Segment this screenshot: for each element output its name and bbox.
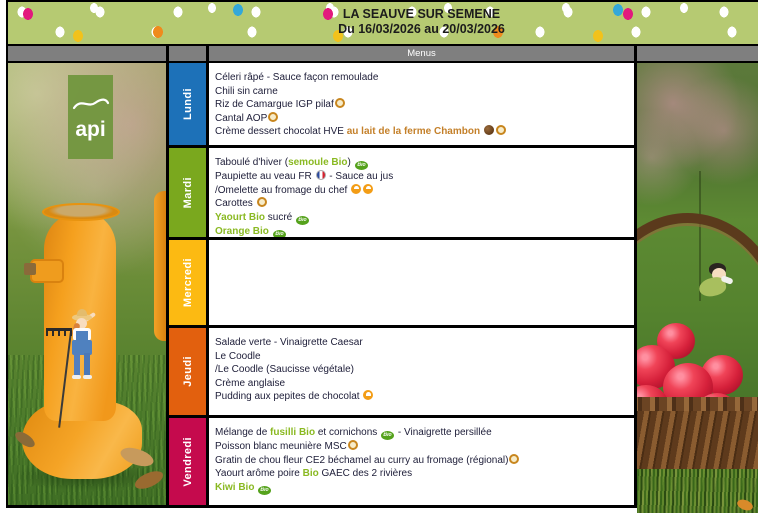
label-ring-icon [496, 125, 506, 135]
day-label-text: Mercredi [181, 257, 194, 308]
second-boot [154, 191, 166, 341]
menu-text: Cantal AOP [215, 112, 268, 124]
chef-icon [351, 184, 361, 194]
menu-text: Poisson blanc meunière MSC [215, 441, 347, 452]
menu-item [215, 197, 630, 211]
menus-bar-left-segment [8, 46, 166, 61]
menu-item [215, 125, 630, 139]
menus-header-bar [8, 46, 758, 61]
menu-text: Yaourt Bio [215, 211, 266, 223]
menu-item [215, 350, 630, 364]
chef-icon [363, 184, 373, 194]
divider [6, 505, 637, 508]
menu-text: Le Coodle [215, 350, 261, 362]
farm-icon [484, 125, 494, 135]
day-label [169, 240, 206, 325]
day-label-text: Mardi [181, 176, 194, 209]
day-menu-items [209, 328, 634, 415]
menus-bar-right-segment [637, 46, 758, 61]
menu-text: Taboulé d'hiver ( [215, 157, 289, 168]
menu-text: Bio [302, 468, 319, 480]
bio-icon: Bio [273, 230, 286, 237]
menu-text: Crème anglaise [215, 377, 286, 389]
menu-text: sucré [265, 211, 296, 223]
day-row-mardi [169, 148, 634, 240]
header-text-block [209, 7, 634, 37]
bio-icon: Bio [355, 161, 368, 170]
menu-item [215, 184, 630, 198]
menu-item [215, 390, 630, 404]
menu-text: Chili sin carne [215, 85, 278, 97]
menu-item [215, 481, 630, 495]
menu-text: Salade verte - Vinaigrette Caesar [215, 337, 363, 348]
day-label-text: Lundi [181, 88, 194, 120]
label-ring-icon [257, 197, 267, 207]
menu-item [215, 211, 630, 225]
menu-item [215, 225, 630, 237]
page-title: LA SEAUVE SUR SEMENE [342, 7, 501, 21]
child-drawing [60, 308, 130, 468]
label-ring-icon [335, 98, 345, 108]
day-label-text: Jeudi [181, 356, 194, 387]
day-row-jeudi [169, 328, 634, 418]
menu-item [215, 98, 630, 112]
menu-text: au lait de la ferme Chambon [346, 126, 483, 138]
bio-icon: Bio [381, 431, 394, 440]
day-menu-items [209, 63, 634, 145]
bio-icon: Bio [296, 216, 309, 225]
menu-item [215, 440, 630, 454]
menu-text: Orange Bio [215, 225, 272, 237]
menu-text: fusilli Bio [270, 427, 316, 438]
right-photo-apple-basket [637, 63, 758, 513]
menu-item [215, 85, 630, 99]
label-ring-icon [268, 112, 278, 122]
day-row-vendredi [169, 418, 634, 505]
menu-text: Paupiette au veau FR [215, 171, 315, 182]
menu-item [215, 170, 630, 184]
day-row-lundi [169, 63, 634, 148]
day-label [169, 63, 206, 145]
menu-text: Crème dessert chocolat HVE [215, 126, 347, 138]
day-label [169, 148, 206, 237]
menu-text: Kiwi Bio [215, 481, 258, 493]
day-label-text: Vendredi [181, 436, 194, 487]
menus-header-label: Menus [209, 46, 634, 61]
menu-item [215, 156, 630, 170]
menu-item [215, 112, 630, 126]
fr-flag-icon [316, 170, 326, 180]
menu-text: Yaourt arôme poire [215, 468, 303, 480]
label-ring-icon [348, 440, 358, 450]
menu-text: /Omelette au fromage du chef [215, 184, 351, 196]
menu-text: Carottes [215, 198, 256, 210]
menu-item [215, 71, 630, 85]
menu-text: Gratin de chou fleur CE2 béchamel au curry au fromage (régional) [215, 454, 509, 466]
menu-text: - Sauce au jus [326, 171, 394, 182]
label-ring-icon [509, 454, 519, 464]
chef-icon [363, 390, 373, 400]
menu-text: /Le Coodle (Saucisse végétale) [215, 364, 354, 376]
menu-text: - Vinaigrette persillée [395, 427, 492, 438]
page-border [6, 0, 758, 2]
day-label [169, 328, 206, 415]
page-border [6, 0, 8, 508]
day-menu-items [209, 418, 634, 505]
header-banner [8, 2, 758, 44]
day-row-mercredi [169, 240, 634, 328]
menus-bar-day-segment [169, 46, 206, 61]
menu-text: Riz de Camargue IGP pilaf [215, 99, 334, 111]
menu-text: Mélange de [215, 427, 271, 438]
menu-text: Céleri râpé - Sauce façon remoulade [215, 72, 379, 83]
menu-item [215, 363, 630, 377]
day-label [169, 418, 206, 505]
api-logo-text: api [75, 118, 106, 141]
api-wave-icon [72, 95, 110, 111]
menu-item [215, 454, 630, 468]
menu-item [215, 377, 630, 391]
menu-text: ) [347, 157, 354, 168]
menu-item [215, 467, 630, 481]
day-rows [169, 63, 634, 505]
menu-item [215, 426, 630, 440]
menu-text: et cornichons [315, 427, 381, 438]
api-logo [68, 75, 113, 159]
date-range: Du 16/03/2026 au 20/03/2026 [338, 22, 505, 36]
bio-icon: Bio [258, 486, 271, 495]
menu-text: semoule Bio [288, 157, 348, 168]
menu-item [215, 336, 630, 350]
menu-text: Pudding aux pepites de chocolat [215, 391, 363, 403]
day-menu-items [209, 240, 634, 325]
menu-text: GAEC des 2 rivières [318, 468, 413, 480]
day-menu-items [209, 148, 634, 237]
left-photo-rain-boot [8, 63, 166, 505]
menu-table [8, 63, 758, 505]
